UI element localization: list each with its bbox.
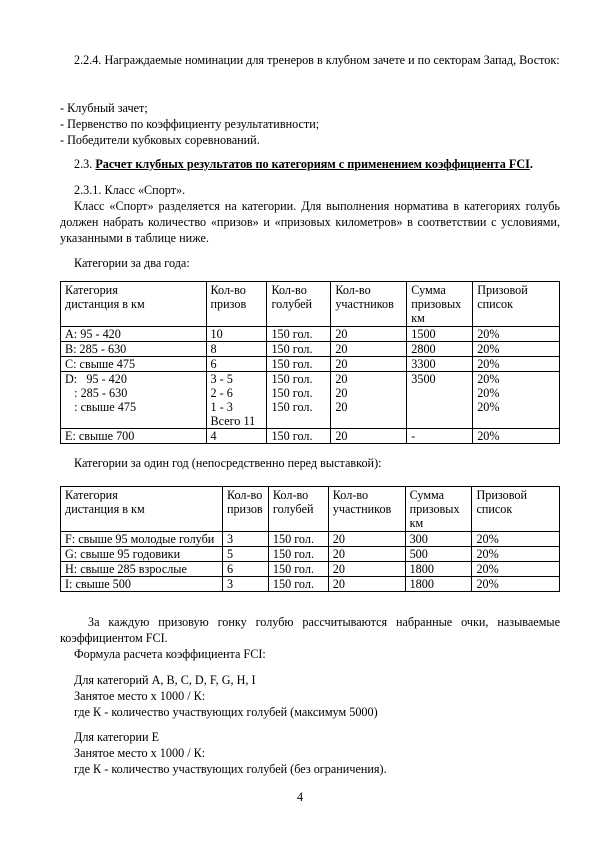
column-header: Сумма призовых км	[407, 282, 473, 327]
category-cell: E: свыше 700	[61, 429, 207, 444]
table-header-row	[61, 487, 560, 532]
category-cell: H: свыше 285 взрослые	[61, 562, 223, 577]
participants-cell: 20	[331, 429, 407, 444]
prizes-cell: 5	[222, 547, 268, 562]
participants-cell: 20	[331, 327, 407, 342]
column-header: Кол-во участников	[328, 487, 405, 532]
table1-caption: Категории за два года:	[74, 256, 190, 270]
two-year-categories-table	[60, 281, 560, 444]
column-header: Призовой список	[472, 487, 560, 532]
nominations-heading: 2.2.4. Награждаемые номинации для тренеров в клубном зачете и по секторам Запад, Восток:	[74, 53, 560, 67]
column-header: Призовой список	[473, 282, 560, 327]
prizes-cell: 6	[206, 357, 267, 372]
column-header: Кол-во призов	[222, 487, 268, 532]
prize-list-cell: 20%	[472, 547, 560, 562]
birds-cell: 150 гол.	[268, 577, 328, 592]
category-cell: B: 285 - 630	[61, 342, 207, 357]
fci-group1-note: где К - количество участвующих голубей (максимум 5000)	[74, 705, 378, 719]
table-row	[61, 357, 560, 372]
table-row	[61, 547, 560, 562]
prize-km-cell: 1800	[405, 577, 472, 592]
participants-cell: 20	[328, 532, 405, 547]
fci-formula-title: Формула расчета коэффициента FCI:	[74, 647, 266, 661]
category-cell: F: свыше 95 молодые голуби	[61, 532, 223, 547]
birds-cell: 150 гол.	[268, 547, 328, 562]
column-header: Категория дистанция в км	[61, 282, 207, 327]
prize-km-cell: 2800	[407, 342, 473, 357]
column-header: Кол-во призов	[206, 282, 267, 327]
column-header: Сумма призовых км	[405, 487, 472, 532]
prizes-cell: 3	[222, 577, 268, 592]
prize-km-cell: 1800	[405, 562, 472, 577]
column-header: Кол-во голубей	[267, 282, 331, 327]
category-cell: G: свыше 95 годовики	[61, 547, 223, 562]
prizes-cell: 3	[222, 532, 268, 547]
fci-intro: За каждую призовую гонку голубю рассчитываются набранные очки, называемые коэффициентом FCI.	[60, 615, 560, 645]
participants-cell: 20	[331, 342, 407, 357]
participants-cell: 20	[328, 577, 405, 592]
fci-group2-formula: Занятое место х 1000 / К:	[74, 746, 206, 760]
prizes-cell: 10	[206, 327, 267, 342]
prize-list-cell: 20%	[473, 327, 560, 342]
prize-km-cell: 3500	[407, 372, 473, 429]
birds-cell: 150 гол.	[267, 429, 331, 444]
participants-cell: 20	[328, 562, 405, 577]
table-row	[61, 342, 560, 357]
birds-cell: 150 гол.	[267, 342, 331, 357]
participants-cell: 20	[331, 357, 407, 372]
prizes-cell: 8	[206, 342, 267, 357]
one-year-categories-table	[60, 486, 560, 592]
table-row	[61, 562, 560, 577]
fci-group1-title: Для категорий A, B, C, D, F, G, H, I	[74, 673, 256, 687]
prize-list-cell: 20%	[473, 342, 560, 357]
table-row	[61, 372, 560, 429]
prize-list-cell: 20% 20% 20%	[473, 372, 560, 429]
prize-km-cell: 1500	[407, 327, 473, 342]
birds-cell: 150 гол.	[267, 327, 331, 342]
prizes-cell: 3 - 5 2 - 6 1 - 3 Всего 11	[206, 372, 267, 429]
prizes-cell: 6	[222, 562, 268, 577]
fci-group1-formula: Занятое место х 1000 / К:	[74, 689, 206, 703]
nomination-item: - Первенство по коэффициенту результативности;	[60, 117, 320, 131]
column-header: Кол-во голубей	[268, 487, 328, 532]
prize-km-cell: 300	[405, 532, 472, 547]
participants-cell: 20	[328, 547, 405, 562]
prize-list-cell: 20%	[472, 532, 560, 547]
table-row	[61, 532, 560, 547]
column-header: Категория дистанция в км	[61, 487, 223, 532]
page-number: 4	[296, 790, 304, 804]
section-title: Расчет клубных результатов по категориям с применением коэффициента FCI	[95, 157, 530, 171]
section-title-end: .	[529, 157, 533, 171]
category-cell: I: свыше 500	[61, 577, 223, 592]
category-cell: A: 95 - 420	[61, 327, 207, 342]
prize-list-cell: 20%	[472, 577, 560, 592]
nomination-item: - Победители кубковых соревнований.	[60, 133, 260, 147]
sport-subheading: 2.3.1. Класс «Спорт».	[74, 183, 186, 197]
fci-group2-note: где К - количество участвующих голубей (без ограничения).	[74, 762, 387, 776]
birds-cell: 150 гол.	[268, 532, 328, 547]
table-row	[61, 429, 560, 444]
prize-km-cell: 500	[405, 547, 472, 562]
prizes-cell: 4	[206, 429, 267, 444]
category-cell: C: свыше 475	[61, 357, 207, 372]
prize-list-cell: 20%	[473, 357, 560, 372]
table2-caption: Категории за один год (непосредственно перед выставкой):	[74, 456, 382, 470]
participants-cell: 20 20 20	[331, 372, 407, 429]
table-row	[61, 577, 560, 592]
prize-km-cell: -	[407, 429, 473, 444]
birds-cell: 150 гол.	[267, 357, 331, 372]
prize-list-cell: 20%	[472, 562, 560, 577]
column-header: Кол-во участников	[331, 282, 407, 327]
nomination-item: - Клубный зачет;	[60, 101, 148, 115]
fci-group2-title: Для категории Е	[74, 730, 160, 744]
birds-cell: 150 гол.	[268, 562, 328, 577]
prize-list-cell: 20%	[473, 429, 560, 444]
category-cell: D: 95 - 420 : 285 - 630 : свыше 475	[61, 372, 207, 429]
section-heading	[74, 156, 574, 172]
sport-paragraph: Класс «Спорт» разделяется на категории. Для выполнения норматива в категориях голубь должен набрать количество «призов» и «призовых километров» в соответствии с условиями, указанными в таблице ниже.	[60, 199, 560, 245]
table-header-row	[61, 282, 560, 327]
section-number: 2.3.	[74, 157, 93, 171]
prize-km-cell: 3300	[407, 357, 473, 372]
table-row	[61, 327, 560, 342]
birds-cell: 150 гол. 150 гол. 150 гол.	[267, 372, 331, 429]
